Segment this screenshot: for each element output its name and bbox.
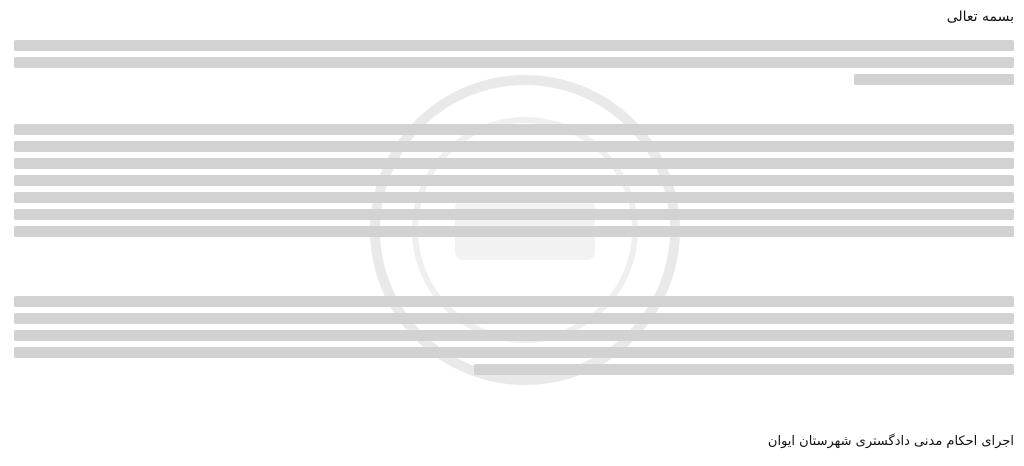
placeholder-line — [14, 313, 1014, 324]
placeholder-line — [14, 57, 1014, 68]
placeholder-line — [14, 158, 1014, 169]
placeholder-line — [854, 74, 1014, 85]
paragraph-auction-terms — [14, 296, 1014, 375]
placeholder-line — [14, 347, 1014, 358]
placeholder-line — [14, 124, 1014, 135]
placeholder-line — [14, 226, 1014, 237]
paragraph-property-description — [14, 124, 1014, 237]
placeholder-line — [14, 141, 1014, 152]
placeholder-line — [14, 296, 1014, 307]
signature-line: اجرای احکام مدنی دادگستری شهرستان ایوان — [767, 434, 1014, 449]
placeholder-line — [14, 192, 1014, 203]
placeholder-line — [14, 40, 1014, 51]
document-heading: بسمه تعالی — [946, 9, 1014, 25]
paragraph-intro — [14, 40, 1014, 85]
placeholder-line — [14, 330, 1014, 341]
placeholder-line — [14, 209, 1014, 220]
placeholder-line — [14, 175, 1014, 186]
placeholder-line — [474, 364, 1014, 375]
